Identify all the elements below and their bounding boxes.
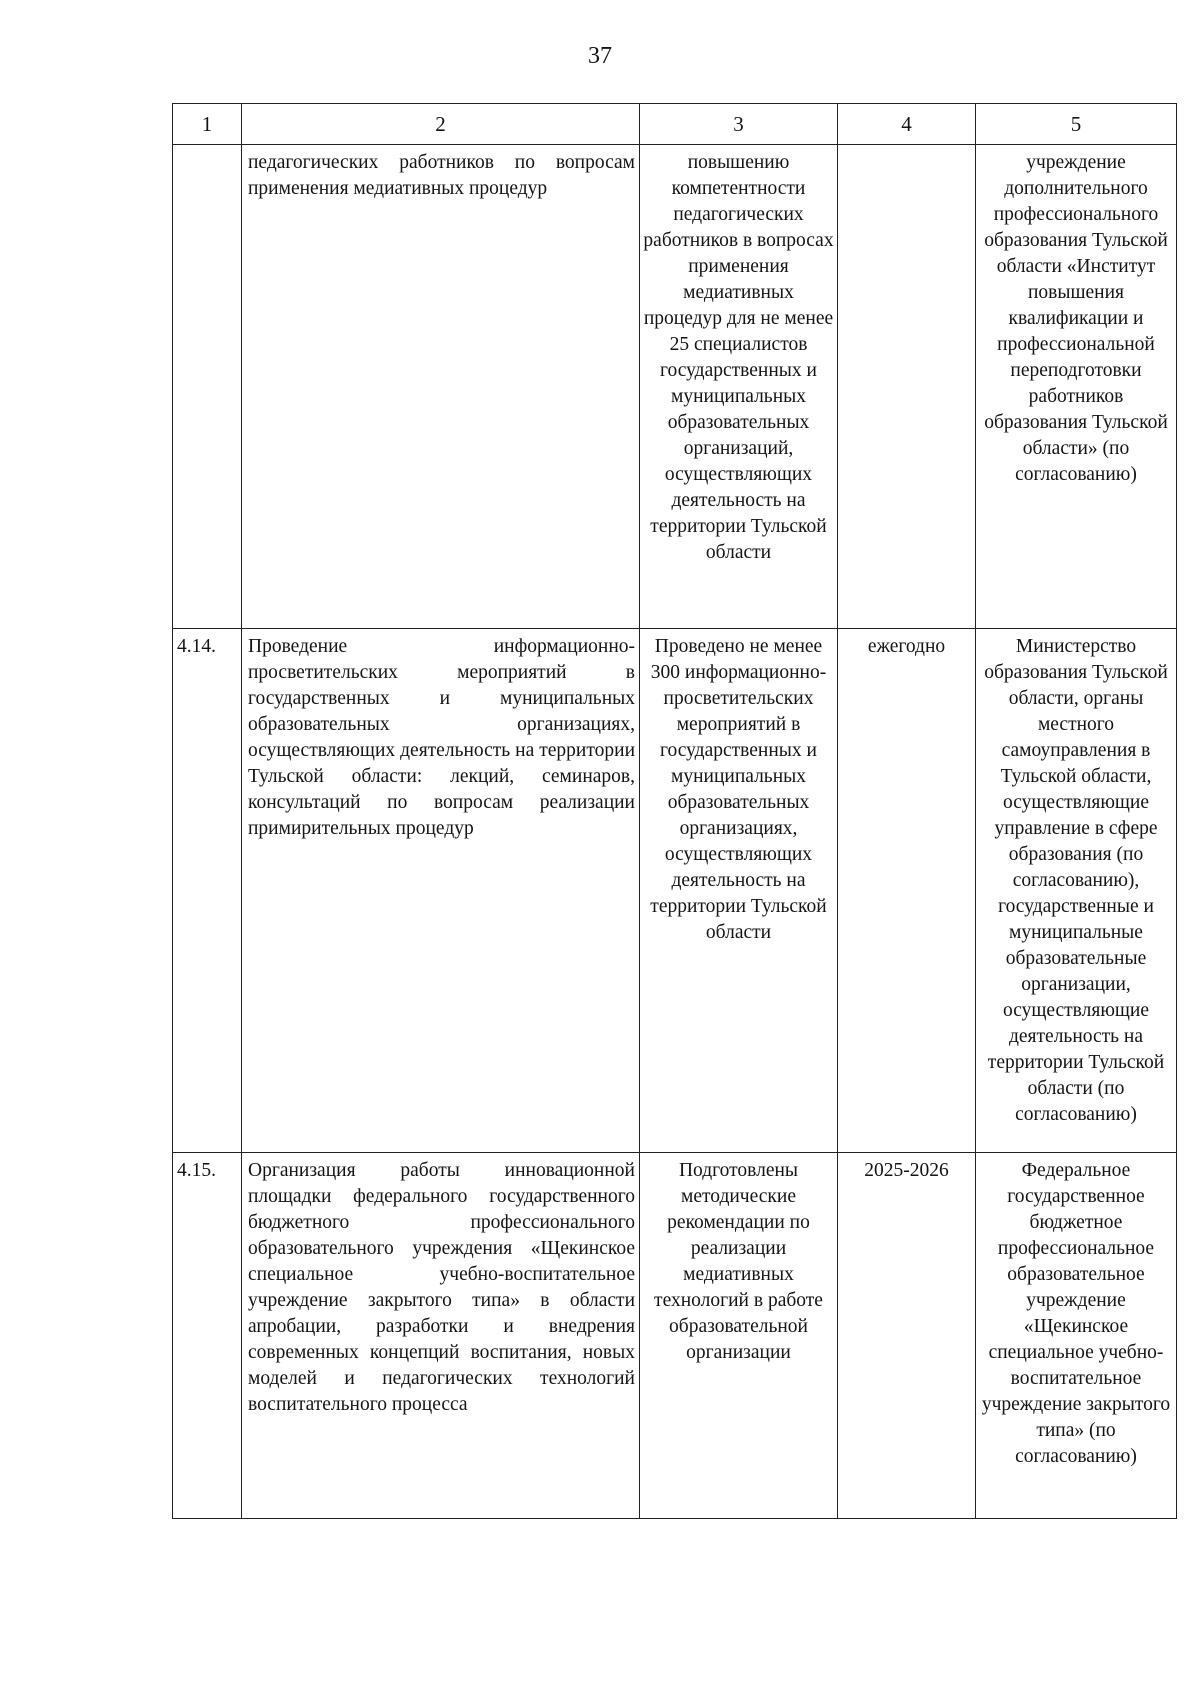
table-row <box>173 629 1177 1153</box>
activity-cell: Проведение информационно-просветительских мероприятий в государственных и муниципальных образовательных организациях, осуществляющих деятельность на территории Тульской области: лекций, семинаров, консультаций по вопросам реализации примирительных процедур <box>242 629 640 1153</box>
result-cell: Подготовлены методические рекомендации по реализации медиативных технологий в работе образовательной организации <box>640 1153 838 1519</box>
table-row <box>173 1153 1177 1519</box>
column-header: 1 <box>173 104 242 145</box>
column-header: 2 <box>242 104 640 145</box>
measures-table <box>172 103 1177 1519</box>
column-header: 5 <box>976 104 1177 145</box>
activity-cell: педагогических работников по вопросам применения медиативных процедур <box>242 145 640 629</box>
deadline-cell: 2025-2026 <box>838 1153 976 1519</box>
column-header: 3 <box>640 104 838 145</box>
deadline-cell <box>838 145 976 629</box>
executor-cell: Федеральное государственное бюджетное профессиональное образовательное учреждение «Щекинское специальное учебно-воспитательное учреждение закрытого типа» (по согласованию) <box>976 1153 1177 1519</box>
executor-cell: учреждение дополнительного профессионального образования Тульской области «Институт повышения квалификации и профессиональной переподготовки работников образования Тульской области» (по согласованию) <box>976 145 1177 629</box>
activity-cell: Организация работы инновационной площадки федерального государственного бюджетного профессионального образовательного учреждения «Щекинское специальное учебно-воспитательное учреждение закрытого типа» в области апробации, разработки и внедрения современных концепций воспитания, новых моделей и педагогических технологий воспитательного процесса <box>242 1153 640 1519</box>
page-number: 37 <box>588 43 612 69</box>
deadline-cell: ежегодно <box>838 629 976 1153</box>
result-cell: повышению компетентности педагогических работников в вопросах применения медиативных процедур для не менее 25 специалистов государственных и муниципальных образовательных организаций, осуществляющих деятельность на территории Тульской области <box>640 145 838 629</box>
row-number <box>173 145 242 629</box>
row-number: 4.15. <box>173 1153 242 1519</box>
column-header: 4 <box>838 104 976 145</box>
row-number: 4.14. <box>173 629 242 1153</box>
result-cell: Проведено не менее 300 информационно-просветительских мероприятий в государственных и муниципальных образовательных организациях, осуществляющих деятельность на территории Тульской области <box>640 629 838 1153</box>
table-row <box>173 145 1177 629</box>
executor-cell: Министерство образования Тульской области, органы местного самоуправления в Тульской области, осуществляющие управление в сфере образования (по согласованию), государственные и муниципальные образовательные организации, осуществляющие деятельность на территории Тульской области (по согласованию) <box>976 629 1177 1153</box>
table-header-row <box>173 104 1177 145</box>
